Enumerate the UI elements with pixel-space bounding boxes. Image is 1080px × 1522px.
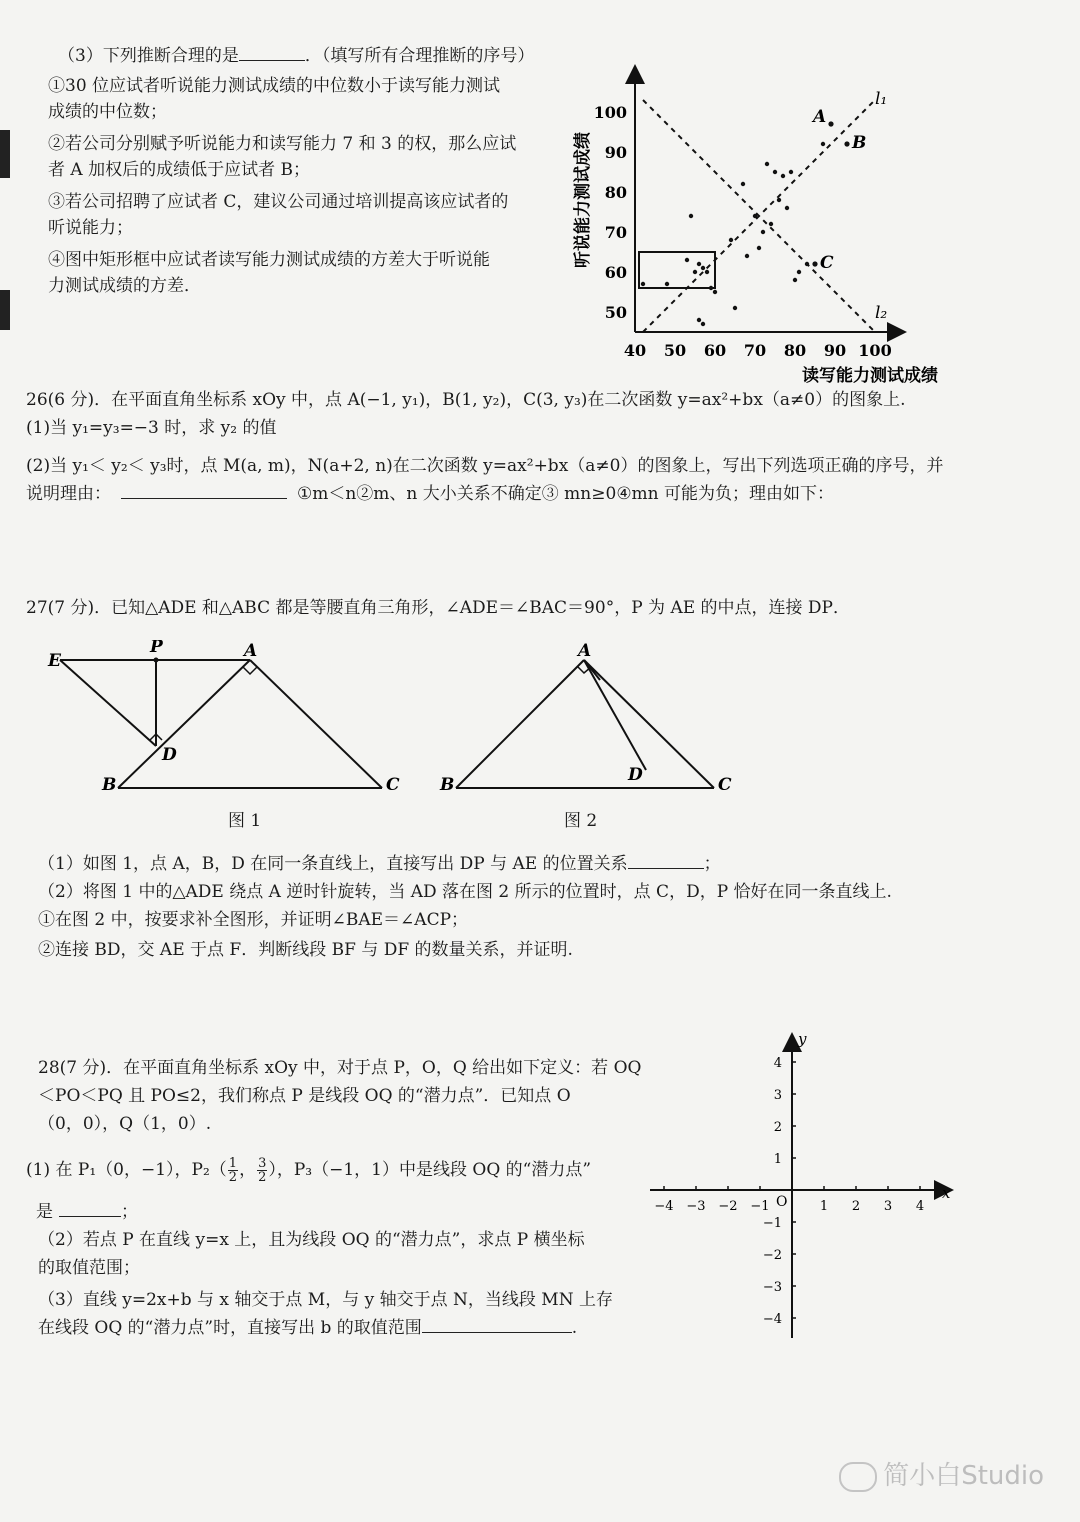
q25-option2: ②若公司分别赋予听说能力和读写能力 7 和 3 的权，那么应试: [48, 134, 517, 154]
q27-part2-sub2: ②连接 BD，交 AE 于点 F．判断线段 BF 与 DF 的数量关系，并证明.: [38, 940, 573, 960]
x-tick-label: 3: [883, 1199, 893, 1214]
data-point-A: [828, 121, 833, 126]
data-point: [713, 290, 717, 294]
q26-part2-line2: 说明理由： ①m＜n②m、n 大小关系不确定③ mn≥0④mn 可能为负；理由如下：: [26, 480, 834, 508]
q25-option1: ①30 位应试者听说能力测试成绩的中位数小于读写能力测试: [48, 76, 501, 96]
data-point: [781, 174, 785, 178]
x-tick-label: 90: [823, 341, 847, 360]
q28-part1-answer: 是 ；: [36, 1198, 138, 1226]
coordinate-plane: [640, 1028, 960, 1348]
data-point: [821, 142, 825, 146]
q26-heading: 26(6 分)．在平面直角坐标系 xOy 中，点 A(−1, y₁)，B(1, y₂)，C(3, y₃)在二次函数 y=ax²+bx（a≠0）的图象上.: [26, 390, 906, 410]
data-point: [701, 322, 705, 326]
data-point: [665, 282, 669, 286]
answer-blank[interactable]: [422, 1314, 572, 1333]
reference-line-label: l₁: [875, 89, 888, 109]
x-axis-label: 读写能力测试成绩: [802, 366, 938, 386]
data-point: [729, 238, 733, 242]
data-point: [777, 198, 781, 202]
data-point: [745, 254, 749, 258]
label-C: C: [386, 775, 400, 790]
q25-option4-cont: 力测试成绩的方差．: [48, 276, 201, 296]
point-label-C: C: [820, 253, 834, 273]
q28-part2-cont: 的取值范围；: [38, 1258, 140, 1278]
y-tick-label: 3: [773, 1088, 782, 1103]
y-tick-label: 2: [773, 1120, 782, 1135]
right-angle-mark-A: [243, 667, 257, 674]
segment-AC: [584, 660, 714, 788]
q27-part2: （2）将图 1 中的△ADE 绕点 A 逆时针旋转，当 AD 落在图 2 所示的位置时，点 C，D，P 恰好在同一条直线上.: [38, 882, 892, 902]
data-point: [757, 246, 761, 250]
q27-heading: 27(7 分)．已知△ADE 和△ABC 都是等腰直角三角形，∠ADE＝∠BAC＝90°，P 为 AE 的中点，连接 DP．: [26, 598, 851, 618]
segment-AD: [584, 660, 646, 770]
segment-AB: [456, 660, 584, 788]
y-tick-label: −4: [762, 1312, 782, 1327]
q27-part1: （1）如图 1，点 A，B，D 在同一条直线上，直接写出 DP 与 AE 的位置关系 ；: [38, 850, 721, 878]
data-point: [797, 270, 801, 274]
x-tick-label: −2: [718, 1199, 738, 1214]
y-tick-label: −2: [762, 1248, 782, 1263]
origin-label: O: [776, 1194, 788, 1210]
x-tick-label: 2: [851, 1199, 861, 1214]
q28-line2: ＜PO＜PQ 且 PO≤2，我们称点 P 是线段 OQ 的“潜力点”．已知点 O: [38, 1086, 571, 1106]
data-point-C: [812, 261, 817, 266]
label-B: B: [102, 775, 117, 790]
x-tick-label: −1: [750, 1199, 770, 1214]
edge-mark: [0, 290, 10, 330]
data-point-B: [844, 141, 849, 146]
y-tick-label: 80: [604, 183, 627, 202]
answer-blank[interactable]: [121, 480, 287, 499]
x-tick-label: 40: [623, 341, 647, 360]
q25-option3-cont: 听说能力；: [48, 218, 133, 238]
fraction-one-half: $\frac{1}{2}$: [228, 1156, 238, 1185]
q28-part1: (1) 在 P₁（0，−1），P₂（ $\frac{1}{2}$ ， $\frac{3}{2}$ ），P₃（−1，1）中是线段 OQ 的“潜力点”: [26, 1156, 592, 1185]
data-point: [733, 306, 737, 310]
data-point: [761, 230, 765, 234]
data-point: [689, 214, 693, 218]
point-P-dot: [154, 658, 159, 663]
data-point: [765, 162, 769, 166]
y-tick-label: 90: [604, 143, 627, 162]
data-point: [773, 170, 777, 174]
answer-blank[interactable]: [59, 1198, 121, 1217]
x-tick-label: 4: [915, 1199, 925, 1214]
data-point: [793, 278, 797, 282]
q28-line3: （0，0），Q（1，0）.: [38, 1114, 212, 1134]
x-tick-label: 100: [858, 341, 892, 360]
q27-part2-sub1: ①在图 2 中，按要求补全图形，并证明∠BAE＝∠ACP；: [38, 910, 469, 930]
data-point: [705, 270, 709, 274]
x-axis-letter: x: [942, 1184, 951, 1202]
x-tick-label: 60: [703, 341, 727, 360]
label-P: P: [150, 640, 163, 657]
data-point: [693, 270, 697, 274]
fraction-three-halves: $\frac{3}{2}$: [258, 1156, 267, 1185]
label-A: A: [578, 641, 592, 661]
x-tick-label: 50: [663, 341, 687, 360]
segment-AC: [250, 660, 382, 788]
figure-1-caption: 图 1: [228, 811, 262, 831]
data-point: [697, 318, 701, 322]
q25-option4: ④图中矩形框中应试者读写能力测试成绩的方差大于听说能: [48, 250, 490, 270]
answer-blank[interactable]: [628, 850, 704, 869]
q25-option1-cont: 成绩的中位数；: [48, 102, 167, 122]
label-E: E: [48, 651, 61, 671]
q25-option2-cont: 者 A 加权后的成绩低于应试者 B；: [48, 160, 310, 180]
x-tick-label: −3: [686, 1199, 706, 1214]
q28-part2: （2）若点 P 在直线 y=x 上，且为线段 OQ 的“潜力点”，求点 P 横坐标: [38, 1230, 585, 1250]
y-tick-label: 50: [604, 303, 627, 322]
scatter-chart: [560, 52, 980, 392]
data-point: [701, 266, 705, 270]
y-tick-label: 4: [773, 1056, 782, 1071]
label-C: C: [718, 775, 732, 790]
segment-ED: [60, 660, 156, 746]
y-tick-label: 60: [604, 263, 627, 282]
q26-part1: (1)当 y₁=y₃=−3 时，求 y₂ 的值: [26, 418, 277, 438]
q26-part2: (2)当 y₁＜ y₂＜ y₃时，点 M(a, m)，N(a+2, n)在二次函数 y=ax²+bx（a≠0）的图象上，写出下列选项正确的序号，并: [26, 456, 944, 476]
figure-2-caption: 图 2: [564, 811, 598, 831]
y-axis-label: 听说能力测试成绩: [573, 132, 593, 268]
segment-AB: [118, 660, 250, 788]
label-D: D: [162, 745, 177, 765]
data-point: [769, 222, 773, 226]
wechat-icon: [839, 1462, 877, 1492]
figure-2: [438, 640, 758, 790]
reference-line-l2: [643, 100, 875, 332]
data-point: [685, 258, 689, 262]
data-point: [805, 262, 809, 266]
y-axis-letter: y: [798, 1030, 807, 1048]
data-point: [753, 214, 757, 218]
q28-part3: （3）直线 y=2x+b 与 x 轴交于点 M，与 y 轴交于点 N，当线段 MN 上存: [38, 1290, 613, 1310]
point-label-A: A: [813, 107, 827, 127]
x-tick-label: 70: [743, 341, 767, 360]
y-tick-label: 70: [604, 223, 627, 242]
x-tick-label: −4: [654, 1199, 674, 1214]
label-B: B: [440, 775, 455, 790]
q28-part3-cont: 在线段 OQ 的“潜力点”时，直接写出 b 的取值范围 .: [38, 1314, 577, 1342]
data-point: [697, 262, 701, 266]
x-tick-label: 80: [783, 341, 807, 360]
q25-option3: ③若公司招聘了应试者 C，建议公司通过培训提高该应试者的: [48, 192, 509, 212]
data-point: [789, 170, 793, 174]
y-tick-label: 100: [593, 103, 627, 122]
answer-blank[interactable]: [239, 42, 305, 61]
label-D: D: [628, 765, 643, 785]
q25-part3-title: （3）下列推断合理的是 ．（填写所有合理推断的序号）: [58, 42, 534, 70]
y-tick-label: −3: [762, 1280, 782, 1295]
reference-line-label: l₂: [875, 303, 888, 323]
data-point: [741, 182, 745, 186]
point-label-B: B: [852, 133, 867, 153]
y-tick-label: 1: [773, 1152, 782, 1167]
data-point: [709, 286, 713, 290]
edge-mark: [0, 130, 10, 178]
watermark: 简小白Studio: [839, 1455, 1044, 1492]
x-tick-label: 1: [819, 1199, 829, 1214]
y-tick-label: −1: [762, 1216, 782, 1231]
label-A: A: [244, 641, 258, 661]
figure-1: [46, 640, 416, 790]
q28-line1: 28(7 分)．在平面直角坐标系 xOy 中，对于点 P，O，Q 给出如下定义：若 OQ: [38, 1058, 642, 1078]
data-point: [785, 206, 789, 210]
data-point: [641, 282, 645, 286]
